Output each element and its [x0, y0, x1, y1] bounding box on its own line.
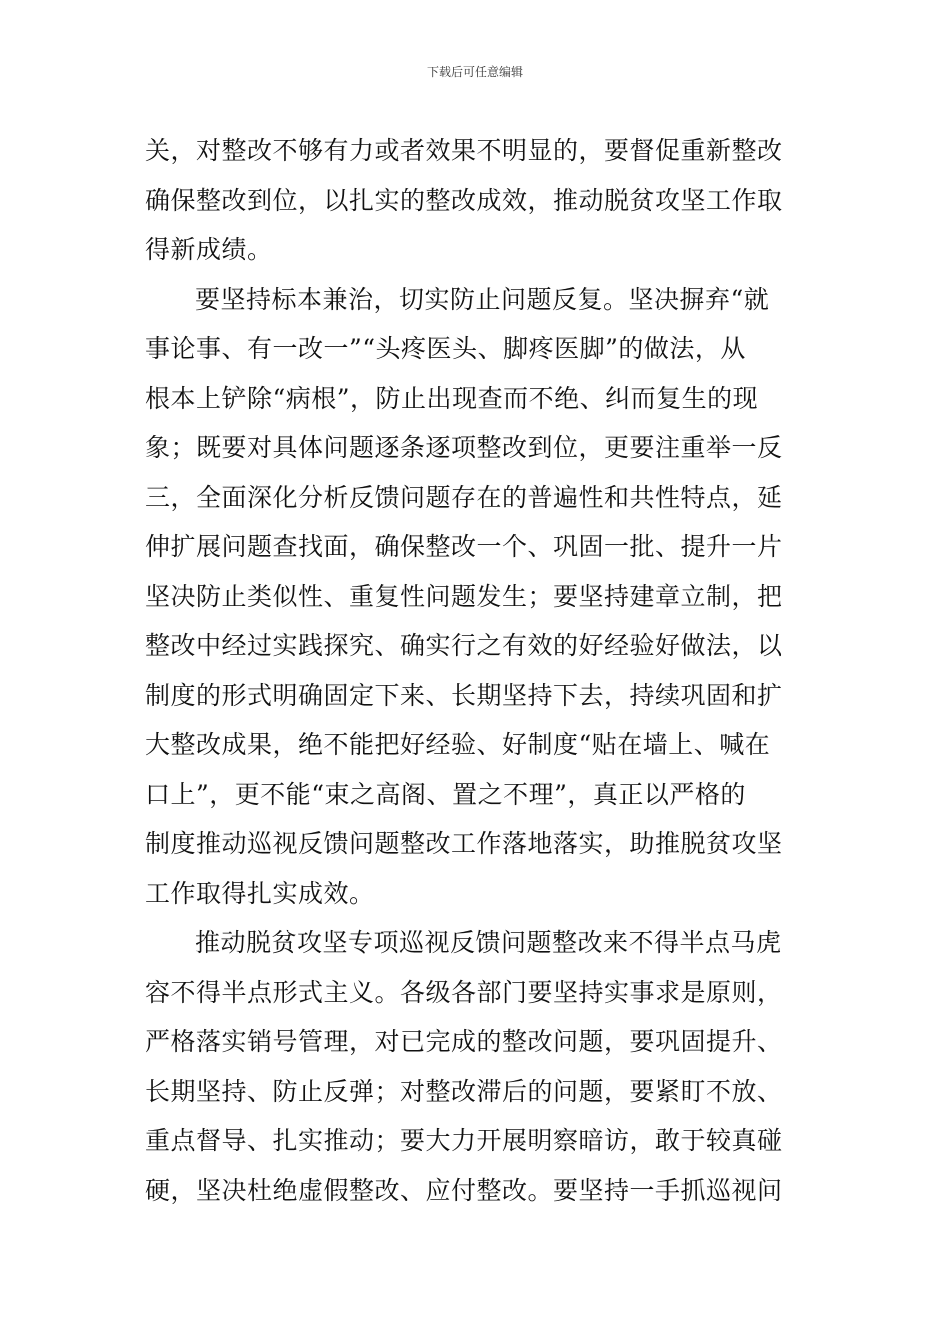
text-line: 事论事、有一改一”“头疼医头、脚疼医脚”的做法，从	[145, 334, 746, 363]
text-line: 伸扩展问题查找面，确保整改一个、巩固一批、提升一片	[145, 532, 783, 561]
text-line: 制度的形式明确固定下来、长期坚持下去，持续巩固和扩	[145, 680, 783, 710]
text-line: 大整改成果，绝不能把好经验、好制度“贴在墙上、喊在	[145, 730, 771, 759]
text-line: 推动脱贫攻坚专项巡视反馈问题整改来不得半点马虎	[195, 928, 782, 957]
text-line: 容不得半点形式主义。各级各部门要坚持实事求是原则，	[145, 977, 783, 1007]
text-line: 重点督导、扎实推动；要大力开展明察暗访，敢于较真碰	[145, 1126, 783, 1155]
text-line: 坚决防止类似性、重复性问题发生；要坚持建章立制，把	[145, 581, 783, 611]
text-line: 制度推动巡视反馈问题整改工作落地落实，助推脱贫攻坚	[145, 829, 783, 858]
text-line: 口上”，更不能“束之高阁、置之不理”，真正以严格的	[145, 779, 746, 809]
text-line: 象；既要对具体问题逐条逐项整改到位，更要注重举一反	[145, 433, 783, 462]
page-header: 下载后可任意编辑	[426, 65, 523, 79]
text-line: 硬，坚决杜绝虚假整改、应付整改。要坚持一手抓巡视问	[145, 1175, 783, 1205]
text-line: 关，对整改不够有力或者效果不明显的，要督促重新整改	[145, 136, 783, 165]
text-line: 长期坚持、防止反弹；对整改滞后的问题，要紧盯不放、	[145, 1076, 783, 1106]
document-body	[145, 126, 807, 1215]
text-line: 三，全面深化分析反馈问题存在的普遍性和共性特点，延	[145, 482, 783, 512]
text-line: 要坚持标本兼治，切实防止问题反复。坚决摒弃“就	[195, 284, 770, 314]
text-line: 严格落实销号管理，对已完成的整改问题，要巩固提升、	[145, 1027, 783, 1056]
text-line: 工作取得扎实成效。	[145, 878, 375, 908]
text-line: 整改中经过实践探究、确实行之有效的好经验好做法，以	[145, 631, 783, 660]
text-line: 确保整改到位，以扎实的整改成效，推动脱贫攻坚工作取	[145, 185, 783, 215]
text-line: 得新成绩。	[145, 235, 273, 264]
text-line: 根本上铲除“病根”，防止出现查而不绝、纠而复生的现	[145, 383, 759, 413]
